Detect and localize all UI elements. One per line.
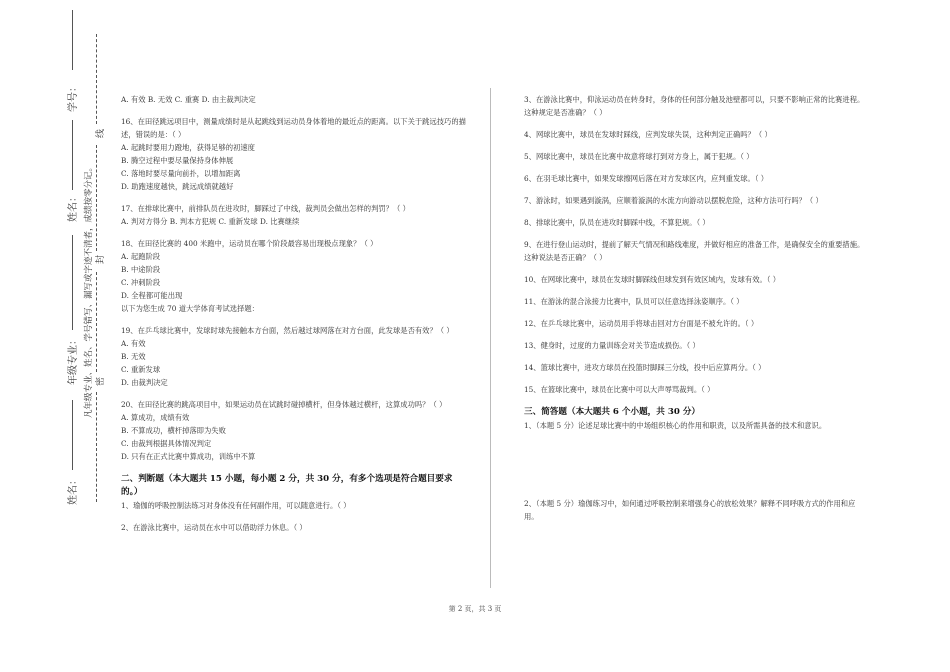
question-line: A. 有效 B. 无效 C. 重赛 D. 由主裁判决定 — [121, 95, 256, 104]
section-heading: 二、判断题（本大题共 15 小题，每小题 2 分，共 30 分，有多个选项是符合题目要求的。） — [121, 474, 453, 497]
binding-margin — [0, 0, 110, 672]
question-line: D. 由裁判决定 — [121, 378, 168, 387]
seal-dashed-line-mid2 — [96, 272, 97, 372]
question-item: 7、游泳时，如果遇到漩涡，应顺着漩涡的水流方向游动以摆脱危险，这种方法可行吗？（ ） — [524, 196, 823, 205]
question-item: 17、在排球比赛中，前排队员在进攻时，脚踩过了中线，裁判员会做出怎样的判罚？（ ） — [121, 204, 410, 213]
seal-dashed-line-mid1 — [96, 145, 97, 251]
question-item: 16、在田径跳远项目中，测量成绩时是从起跳线到运动员身体着地的最近点的距离。以下关于跳远技巧的描述，错误的是：（ ） — [121, 117, 466, 139]
answer-space — [524, 432, 869, 497]
question-line: 以下为您生成 70 道大学体育考试选择题： — [121, 304, 259, 313]
question-line: 2、（本题 5 分）瑜伽练习中，如何通过呼吸控制来增强身心的放松效果？解释不同呼吸方式的作用和应用。 — [524, 499, 856, 521]
left-column — [121, 93, 466, 534]
xingming2-underline — [72, 400, 73, 470]
question-line: B. 腾空过程中要尽量保持身体伸展 — [121, 156, 234, 165]
question-line: 3、在游泳比赛中，仰泳运动员在转身时，身体的任何部分触及池壁都可以，只要不影响正常的比赛进程。这种规定是否准确？（ ） — [524, 95, 865, 117]
question-line: D. 只有在正式比赛中算成功，训练中不算 — [121, 452, 256, 461]
question-line: A. 判对方得分 B. 判本方犯规 C. 重新发球 D. 比赛继续 — [121, 217, 300, 226]
question-item: 9、在进行登山运动时，提前了解天气情况和路线难度，并做好相应的准备工作，是确保安全的重要措施。这种说法是否正确？（ ） — [524, 240, 865, 262]
question-line: C. 冲刺阶段 — [121, 278, 161, 287]
page-footer: 第 2 页，共 3 页 — [448, 605, 502, 613]
question-item: 2、在游泳比赛中，运动员在水中可以借助浮力休息。（ ） — [121, 523, 307, 532]
question-line: A. 起跳时要用力蹬地，获得足够的初速度 — [121, 143, 255, 152]
seal-dashed-line-bottom — [96, 392, 97, 502]
question-item: 10、在网球比赛中，球员在发球时脚踩线但球发到有效区域内，发球有效。（ ） — [524, 275, 781, 284]
question-item: 6、在羽毛球比赛中，如果发球擦网后落在对方发球区内，应判重发球。（ ） — [524, 174, 769, 183]
question-line: C. 由裁判根据具体情况判定 — [121, 439, 212, 448]
seal-notice: 凡年级专业、姓名、学号错写、漏写或字迹不清者，成绩按零分记。 — [84, 162, 94, 418]
question-item: 20、在田径比赛的跳高项目中，如果运动员在试跳时碰掉横杆，但身体越过横杆，这算成功吗？（ ） — [121, 400, 447, 409]
question-item: 12、在乒乓球比赛中，运动员用手将球击回对方台面是不被允许的。（ ） — [524, 319, 759, 328]
seal-dashed-line-top — [96, 34, 97, 124]
question-line: C. 落地时要尽量向前扑，以增加距离 — [121, 169, 241, 178]
seal-mark-xian: 线 — [96, 128, 106, 138]
question-item: 18、在田径比赛的 400 米跑中，运动员在哪个阶段最容易出现极点现象？（ ） — [121, 239, 378, 248]
xuehao-underline — [72, 10, 73, 70]
question-line: B. 不算成功，横杆掉落即为失败 — [121, 426, 226, 435]
question-line: D. 全程都可能出现 — [121, 291, 183, 300]
question-item: 14、篮球比赛中，进攻方球员在投篮时脚踩三分线，投中后应算两分。（ ） — [524, 363, 766, 372]
question-line: A. 算成功，成绩有效 — [121, 413, 190, 422]
xuehao-label: 学号： — [68, 82, 79, 112]
question-line: A. 起跑阶段 — [121, 252, 161, 261]
xingming2-label: 姓名： — [68, 475, 79, 505]
question-line: 1、瑜伽的呼吸控制法练习对身体没有任何副作用，可以随意进行。（ ） — [121, 501, 351, 510]
question-line: B. 无效 — [121, 352, 146, 361]
question-item: 8、排球比赛中，队员在进攻时脚踩中线，不算犯规。（ ） — [524, 218, 710, 227]
column-divider — [490, 88, 491, 588]
seal-mark-mi: 密 — [96, 376, 106, 386]
question-item: 11、在游泳的混合泳接力比赛中，队员可以任意选择泳姿顺序。（ ） — [524, 297, 744, 306]
xingming-label: 姓名： — [68, 192, 79, 222]
question-line: D. 助跑速度越快，跳远成绩就越好 — [121, 182, 234, 191]
nianji-label: 年级专业： — [68, 335, 79, 385]
question-line: B. 中途阶段 — [121, 265, 161, 274]
right-column — [524, 93, 869, 523]
question-line: A. 有效 — [121, 339, 146, 348]
section-heading: 三、简答题（本大题共 6 个小题，共 30 分） — [524, 407, 701, 417]
nianji-underline — [72, 235, 73, 330]
seal-mark-feng: 封 — [96, 254, 106, 264]
question-line: C. 重新发球 — [121, 365, 161, 374]
question-item: 15、在篮球比赛中，球员在比赛中可以大声辱骂裁判。（ ） — [524, 385, 715, 394]
question-item: 5、网球比赛中，球员在比赛中故意将球打到对方身上，属于犯规。（ ） — [524, 152, 754, 161]
question-line: 1、（本题 5 分）论述足球比赛中的中场组织核心的作用和职责，以及所需具备的技术和意识。 — [524, 421, 827, 430]
question-item: 13、健身时，过度的力量训练会对关节造成损伤。（ ） — [524, 341, 700, 350]
question-item: 19、在乒乓球比赛中，发球时球先接触本方台面，然后越过球网落在对方台面，此发球是否有效？（ ） — [121, 326, 454, 335]
xingming-underline — [72, 120, 73, 190]
question-item: 4、网球比赛中，球员在发球时踩线，应判发球失误，这种判定正确吗？（ ） — [524, 130, 772, 139]
